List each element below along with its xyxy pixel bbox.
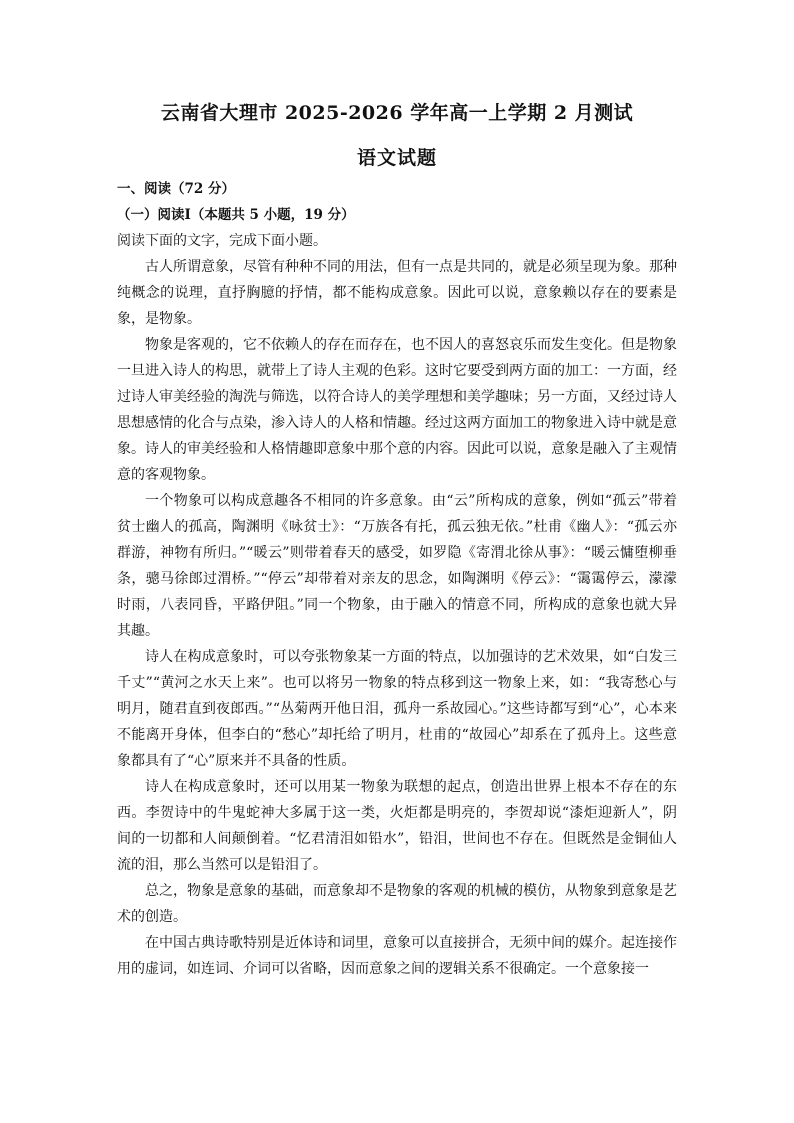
subsection-heading: （一）阅读Ⅰ（本题共 5 小题，19 分） — [117, 207, 355, 223]
paragraph-3: 一个物象可以构成意趣各不相同的许多意象。由“云”所构成的意象，例如“孤云”带着贫士幽人的孤高，陶渊明《咏贫士》：“万族各有托，孤云独无依。”杜甫《幽人》：“孤云亦群游，神物有所归。”“暖云”则带着春天的感受，如罗隐《寄渭北徐从事》：“暖云慵堕柳垂条，骢马徐郎过渭桥。”“停云”却带着对亲友的思念，如陶渊明《停云》：“霭霭停云，濛濛时雨，八表同昏，平路伊阻。”同一个物象，由于融入的情意不同，所构成的意象也就大异其趣。 — [117, 493, 677, 639]
paragraph-4: 诗人在构成意象时，可以夸张物象某一方面的特点，以加强诗的艺术效果，如“白发三千丈”“黄河之水天上来”。也可以将另一物象的特点移到这一物象上来，如：“我寄愁心与明月，随君直到夜郎西。”“丛菊两开他日泪，孤舟一系故园心。”这些诗都写到“心”，心本来不能离开身体，但李白的“愁心”却托给了明月，杜甫的“故园心”却系在了孤舟上。这些意象都具有了“心”原来并不具备的性质。 — [117, 649, 677, 769]
reading-instruction: 阅读下面的文字，完成下面小题。 — [117, 233, 327, 249]
page-title: 云南省大理市 2025-2026 学年高一上学期 2 月测试 — [160, 102, 634, 124]
paragraph-7: 在中国古典诗歌特别是近体诗和词里，意象可以直接拼合，无须中间的媒介。起连接作用的虚词，如连词、介词可以省略，因而意象之间的逻辑关系不很确定。一个意象接一 — [117, 935, 677, 977]
paragraph-6: 总之，物象是意象的基础，而意象却不是物象的客观的机械的模仿，从物象到意象是艺术的创造。 — [117, 883, 677, 925]
paragraph-5: 诗人在构成意象时，还可以用某一物象为联想的起点，创造出世界上根本不存在的东西。李贺诗中的牛鬼蛇神大多属于这一类，火炬都是明亮的，李贺却说“漆炬迎新人”，阴间的一切都和人间颠倒着。“忆君清泪如铅水”，铅泪，世间也不存在。但既然是金铜仙人流的泪，那么当然可以是铅泪了。 — [117, 779, 677, 873]
page-subtitle: 语文试题 — [356, 147, 437, 169]
section-heading: 一、阅读（72 分） — [117, 181, 235, 197]
document-body — [117, 176, 677, 982]
paragraph-1: 古人所谓意象，尽管有种种不同的用法，但有一点是共同的，就是必须呈现为象。那种纯概念的说理，直抒胸臆的抒情，都不能构成意象。因此可以说，意象赖以存在的要素是象，是物象。 — [117, 259, 677, 327]
paragraph-2: 物象是客观的，它不依赖人的存在而存在，也不因人的喜怒哀乐而发生变化。但是物象一旦进入诗人的构思，就带上了诗人主观的色彩。这时它要受到两方面的加工：一方面，经过诗人审美经验的淘洗与筛选，以符合诗人的美学理想和美学趣味；另一方面，又经过诗人思想感情的化合与点染，渗入诗人的人格和情趣。经过这两方面加工的物象进入诗中就是意象。诗人的审美经验和人格情趣即意象中那个意的内容。因此可以说，意象是融入了主观情意的客观物象。 — [117, 337, 677, 483]
